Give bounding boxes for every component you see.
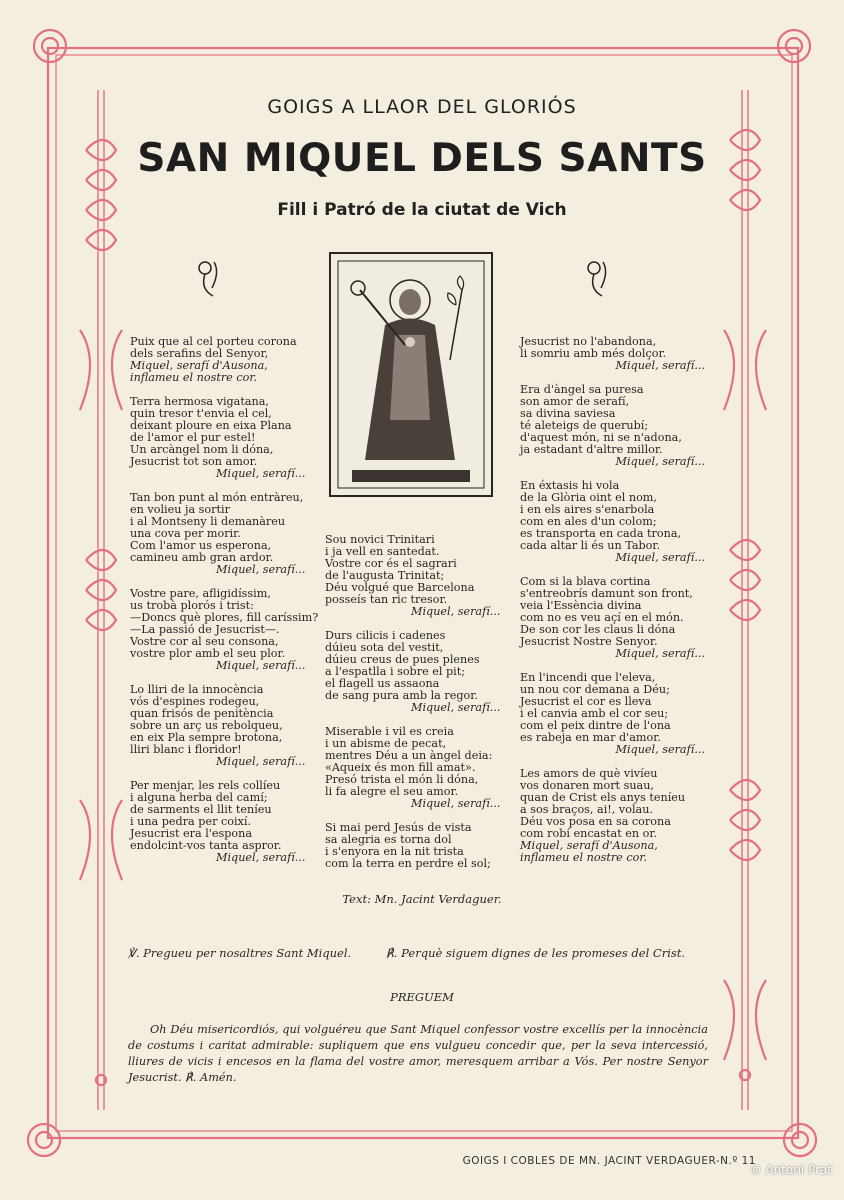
stanza: Durs cilicis i cadenes dúieu sota del vestit, dúieu creus de pues plenes a l'espatlla i sobre el pit; el flagell us assaona de sang pura amb la regor. Miquel, serafí...: [325, 629, 501, 714]
stanza: Puix que al cel porteu corona dels serafins del Senyor, Miquel, serafí d'Ausona, inflameu el nostre cor.: [130, 335, 297, 384]
stanza: Jesucrist no l'abandona, li somriu amb més dolçor. Miquel, serafí...: [520, 335, 705, 372]
stanza: Vostre pare, afligidíssim, us trobà plorós i trist: —Doncs què plores, fill caríssim? —La passió de Jesucrist—. Vostre cor al seu consona, vostre plor amb el seu plor. Miquel, serafí...: [130, 587, 319, 672]
saint-woodcut-image: [330, 253, 492, 496]
stanza: Sou novici Trinitari i ja vell en santedat. Vostre cor és el sagrari de l'augusta Trinitat; Déu volgué que Barcelona posseís tan ric tresor. Miquel, serafí...: [325, 533, 501, 618]
stanza: Les amors de què vivíeu vos donaren mort suau, quan de Crist els anys teníeu a sos braços, ai!, volau. Déu vos posa en sa corona com robí encastat en or. Miquel, serafí d'Ausona, inflameu el nostre cor.: [520, 767, 686, 864]
stanza: Era d'àngel sa puresa son amor de serafí, sa divina saviesa té aleteigs de querubí; d'aquest món, ni se n'adona, ja estadant d'altre millor. Miquel, serafí...: [520, 383, 705, 468]
stanza: En éxtasis hi vola de la Glòria oint el nom, i en els aires s'enarbola com en ales d'un colom; es transporta en cada trona, cada altar li és un Tabor. Miquel, serafí...: [520, 479, 705, 564]
series-footer: GOIGS I COBLES DE MN. JACINT VERDAGUER-N.º 11: [462, 1155, 756, 1167]
page-subtitle: Fill i Patró de la ciutat de Vich: [277, 200, 567, 220]
page-title: SAN MIQUEL DELS SANTS: [137, 136, 707, 181]
stanza: Tan bon punt al món entràreu, en volieu ja sortir i al Montseny li demanàreu una cova per morir. Com l'amor us esperona, camineu amb gran ardor. Miquel, serafí...: [130, 491, 306, 576]
right-column: [520, 336, 705, 876]
copyright-watermark: © Antoni Prat: [749, 1163, 832, 1177]
stanza: Si mai perd Jesús de vista sa alegria es torna dol i s'enyora en la nit trista com la terra en perdre el sol;: [325, 821, 491, 870]
stanza: Per menjar, les rels collíeu i alguna herba del camí; de sarments el llit teníeu i una pedra per coixí. Jesucrist era l'espona endolcint-vos tanta aspror. Miquel, serafí...: [130, 779, 306, 864]
page-kicker: GOIGS A LLAOR DEL GLORIÓS: [267, 96, 577, 118]
stanza: En l'incendi que l'eleva, un nou cor demana a Déu; Jesucrist el cor es lleva i el canvia amb el cor seu; com el peix dintre de l'ona es rabeja en mar d'amor. Miquel, serafí...: [520, 671, 705, 756]
prayer-text: Oh Déu misericordiós, qui volguéreu que Sant Miquel confessor vostre excellís per la innocència de costums i caritat admirable: supliquem que ens vulgueu concedir que, per la seva intercessió, lliures de vicis i encesos en la flama del vostre amor, meresquem arribar a Vós. Per nostre Senyor Jesucrist. ℟. Amén.: [128, 1023, 708, 1084]
stanza: Miserable i vil es creia i un abisme de pecat, mentres Déu a un àngel deia: «Aqueix és mon fill amat». Presó trista el món li dóna, li fa alegre el seu amor. Miquel, serafí...: [325, 725, 501, 810]
stanza: Terra hermosa vigatana, quin tresor t'envia el cel, deixant ploure en eixa Plana de l'amor el pur estel! Un arcàngel nom li dóna, Jesucrist tot son amor. Miquel, serafí...: [130, 395, 306, 480]
middle-column: [325, 534, 515, 882]
left-column: [130, 336, 320, 876]
author-credit: Text: Mn. Jacint Verdaguer.: [342, 892, 502, 906]
response: ℟. Perquè siguem dignes de les promeses del Crist.: [386, 946, 686, 960]
prayer-heading: PREGUEM: [390, 990, 454, 1004]
versicle-line: [128, 946, 708, 960]
versicle: ℣. Pregueu per nosaltres Sant Miquel.: [128, 946, 352, 960]
stanza: Com si la blava cortina s'entreobrís damunt son front, veia l'Essència divina com no es veu açí en el món. De son cor les claus li dóna Jesucrist Nostre Senyor. Miquel, serafí...: [520, 575, 705, 660]
stanza: Lo lliri de la innocència vós d'espines rodegeu, quan frisós de penitència sobre un arç us rebolqueu, en eix Pla sempre brotona, lliri blanc i floridor! Miquel, serafí...: [130, 683, 306, 768]
